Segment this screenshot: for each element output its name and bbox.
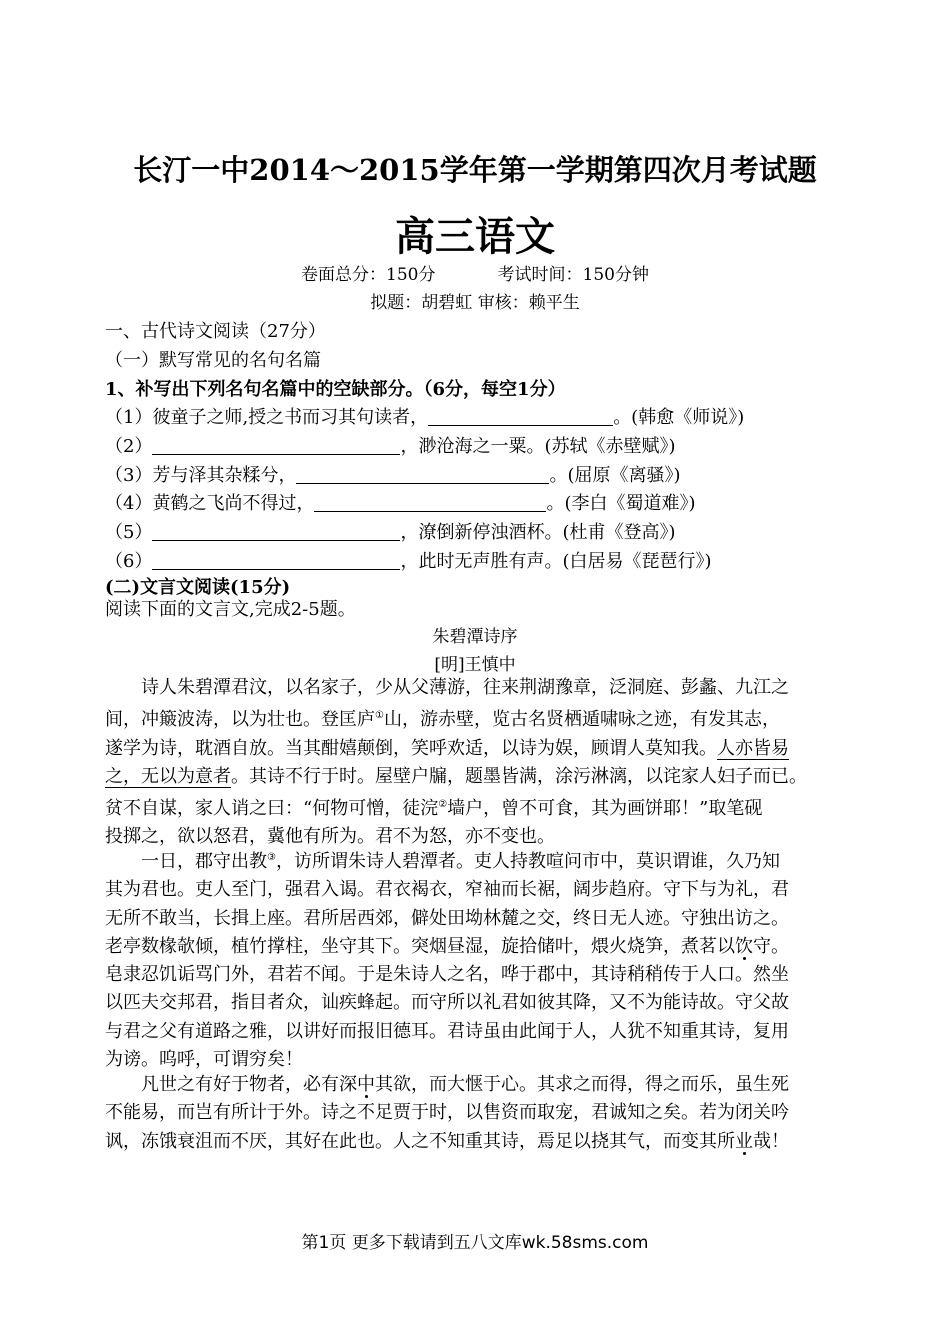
text-line: 一日，郡守出教③，访所谓朱诗人碧潭者。吏人持教喧问市中，莫识谓谁，久乃知 bbox=[141, 851, 780, 872]
passage-paragraph-1 bbox=[105, 674, 807, 852]
passage-paragraph-2 bbox=[105, 844, 789, 1074]
item-before: 彼童子之师,授之书而习其句读者， bbox=[152, 407, 429, 428]
text-line: 贫不自谋，家人诮之曰：“何物可憎，徒浣②墙户，曾不可食，其为画饼耶！”取笔砚 bbox=[105, 798, 763, 820]
total-score: 卷面总分：150分 bbox=[301, 265, 436, 285]
answer-blank[interactable] bbox=[152, 551, 400, 570]
section1-heading: 一、古代诗文阅读（27分） bbox=[105, 321, 326, 342]
subsection2-heading: (二)文言文阅读(15分) bbox=[105, 577, 291, 598]
fill-item bbox=[105, 432, 676, 458]
item-number: （6） bbox=[105, 551, 153, 572]
text-line: 间，冲簸波涛，以为壮也。登匡庐①山，游赤壁，览古名贤栖遁啸咏之迹，有发其志， bbox=[105, 709, 780, 731]
text-line: 凡世之有好于物者，必有深中其欲，而大惬于心。其求之而得，得之而乐，虽生死 bbox=[141, 1074, 789, 1095]
subsection1-heading: （一）默写常见的名句名篇 bbox=[105, 350, 321, 371]
exam-time: 考试时间：150分钟 bbox=[497, 265, 649, 285]
passage-author: [明]王慎中 bbox=[434, 655, 516, 675]
text-line: 其为君也。吏人至门，强君入谒。君衣褐衣，窄袖而长裾，阔步趋府。守下与为礼，君 bbox=[105, 879, 789, 901]
item-after: ，此时无声胜有声。(白居易《琵琶行》) bbox=[400, 551, 712, 572]
item-after: ，潦倒新停浊酒杯。(杜甫《登高》) bbox=[400, 522, 676, 543]
subsection2-instruction: 阅读下面的文言文,完成2-5题。 bbox=[105, 599, 356, 620]
item-number: （5） bbox=[105, 522, 153, 543]
item-number: （2） bbox=[105, 436, 153, 457]
exam-title: 长汀一中2014～2015学年第一学期第四次月考试题 bbox=[133, 153, 817, 187]
answer-blank[interactable] bbox=[296, 465, 549, 484]
emphasis-dot-char: 业 bbox=[735, 1130, 753, 1152]
item-after: 。(韩愈《师说》) bbox=[613, 407, 745, 428]
answer-blank[interactable] bbox=[428, 407, 613, 426]
text-line: 投掷之，欲以怒君，冀他有所为。君不为怒，亦不变也。 bbox=[105, 826, 555, 848]
page-footer: 第1页 更多下载请到五八文库wk.58sms.com bbox=[301, 1233, 649, 1253]
item-number: （3） bbox=[105, 465, 153, 486]
text-line: 以匹夫交邦君，指目者众，讪疾蜂起。而守所以礼君如彼其降，又不为能诗故。守父故 bbox=[105, 992, 789, 1014]
text-line: 遂学为诗，耽酒自放。当其酣嬉颠倒，笑呼欢适，以诗为娱，顾谓人莫知我。人亦皆易 bbox=[105, 737, 789, 759]
answer-blank[interactable] bbox=[152, 436, 400, 455]
item-before: 黄鹤之飞尚不得过， bbox=[152, 493, 315, 514]
subject-title: 高三语文 bbox=[395, 214, 555, 260]
fill-item bbox=[105, 403, 744, 429]
passage-title: 朱碧潭诗序 bbox=[432, 627, 518, 647]
text-line: 诗人朱碧潭君汶，以名家子，少从父薄游，往来荆湖豫章，泛洞庭、彭蠡、九江之 bbox=[141, 677, 789, 698]
footnote-marker: ③ bbox=[267, 852, 276, 863]
text-line: 为谤。呜呼，可谓穷矣！ bbox=[105, 1049, 303, 1071]
item-after: ，渺沧海之一粟。(苏轼《赤壁赋》) bbox=[400, 436, 676, 457]
text-line: 不能易，而岂有所计于外。诗之不足贾于时，以售资而取宠，君诚知之矣。若为闭关吟 bbox=[105, 1102, 789, 1124]
text-line: 皂隶忍饥诟骂门外，君若不闻。于是朱诗人之名，哗于郡中，其诗稍稍传于人口。然坐 bbox=[105, 964, 789, 986]
footnote-marker: ② bbox=[438, 799, 448, 811]
item-number: （1） bbox=[105, 407, 153, 428]
author-line: 拟题：胡碧虹 审核：赖平生 bbox=[370, 293, 580, 313]
exam-meta bbox=[0, 260, 950, 285]
item-number: （4） bbox=[105, 493, 153, 514]
item-before: 芳与泽其杂糅兮， bbox=[152, 465, 297, 486]
question1-prompt: 1、补写出下列名句名篇中的空缺部分。（6分，每空1分） bbox=[105, 379, 566, 400]
emphasis-dot-char: 饮 bbox=[735, 935, 753, 957]
fill-item bbox=[105, 518, 676, 544]
text-line: 之，无以为意者。其诗不行于时。屋壁户牖，题墨皆满，涂污淋漓，以诧家人妇子而已。 bbox=[105, 765, 807, 787]
emphasis-dot-char: 中 bbox=[357, 1074, 375, 1095]
text-line: 老亭数椽欹倾，植竹撑柱，坐守其下。突烟昼湿，旋拾储叶，煨火烧笋，煮茗以饮守。 bbox=[105, 935, 789, 957]
fill-item bbox=[105, 461, 681, 487]
text-line: 与君之父有道路之雅，以讲好而报旧德耳。君诗虽由此闻于人，人犹不知重其诗，复用 bbox=[105, 1020, 789, 1042]
underlined-sentence: 人亦皆易 bbox=[717, 737, 789, 759]
item-after: 。(李白《蜀道难》) bbox=[546, 493, 696, 514]
fill-item bbox=[105, 547, 712, 573]
answer-blank[interactable] bbox=[152, 522, 400, 541]
underlined-sentence: 之，无以为意者 bbox=[105, 765, 231, 787]
text-line: 无所不敢当，长揖上座。君所居西郊，僻处田坳林麓之交，终日无人迹。守独出访之。 bbox=[105, 907, 789, 929]
fill-item bbox=[105, 489, 696, 515]
footnote-marker: ① bbox=[375, 710, 384, 722]
answer-blank[interactable] bbox=[314, 493, 546, 512]
passage-paragraph-3 bbox=[105, 1071, 789, 1156]
text-line: 讽，冻饿衰沮而不厌，其好在此也。人之不知重其诗，焉足以挠其气，而变其所业哉！ bbox=[105, 1130, 789, 1152]
item-after: 。(屈原《离骚》) bbox=[549, 465, 681, 486]
